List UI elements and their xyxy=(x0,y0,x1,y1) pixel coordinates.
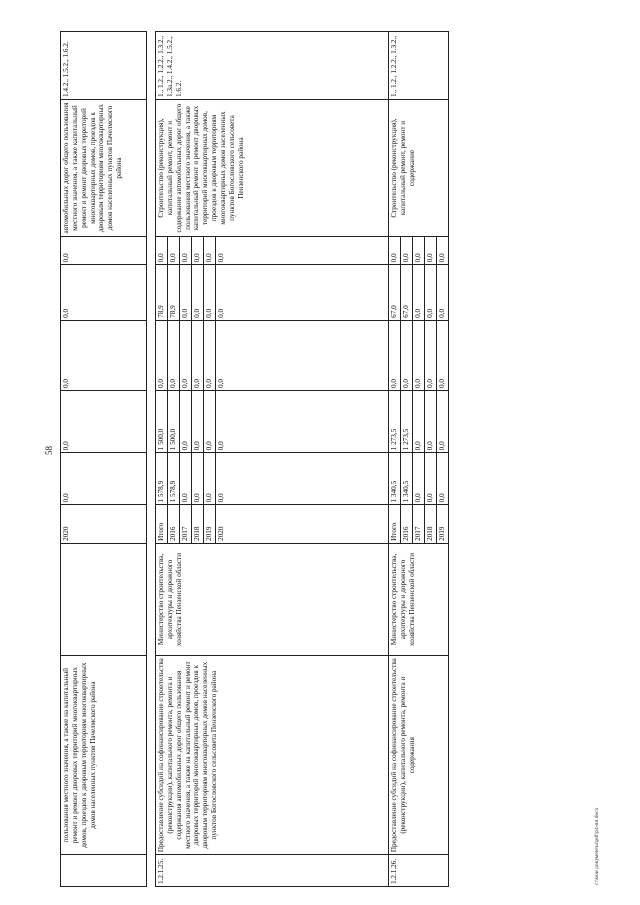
table-row: пользования местного значения, а также на капитальный ремонт и ремонт дворовых территорий многоквартирных домов, проездов к дворовым территориям многоквартирных домов населенных пунктов Пачелмского района 2020 0,0 0,0 0,0 0,0 0,0 автомобильных дорог общего пользования местного значения, а также капитальный ремонт и ремонт дворовых территорий многоквартирных домов, проездов к дворовым территориям многоквартирных домов населенных пунктов Пачелмского района 1.4.2., 1.5.2., 1.6.2. xyxy=(61,32,147,887)
file-path-footer: c:\мои документы\pdf\p4-нп.docx xyxy=(594,807,600,885)
budget-table xyxy=(60,31,449,887)
table-row: 2018 0,0 0,0 0,0 0,0 0,0 xyxy=(192,32,204,887)
table-row: 2018 0,0 0,0 0,0 0,0 0,0 xyxy=(425,32,437,887)
table-row: 1.2.1.26. Предоставление субсидий на софинансирование строительства (реконструкции), капитального ремонта, ремонта и содержания Министерство строительства, архитектуры и дорожного хозяйства Пензенской области Итого 1 340,5 1 273,5 0,0 67,0 0,0 Строительство (реконструкция), капитальный ремонт, ремонт и содержание 1., 1.2., 1.2.2., 1.3.2., xyxy=(389,32,401,887)
table-row: 2020 0,0 0,0 0,0 0,0 0,0 xyxy=(216,32,389,887)
table-row: 2019 0,0 0,0 0,0 0,0 0,0 xyxy=(204,32,216,887)
executor-cell: Министерство строительства, архитектуры и дорожного хозяйства Пензенской области xyxy=(156,543,389,655)
table-row: 2016 1 578,9 1 500,0 0,0 78,9 0,0 xyxy=(168,32,180,887)
page-number: 58 xyxy=(44,446,54,455)
executor-cell: Министерство строительства, архитектуры и дорожного хозяйства Пензенской области xyxy=(389,543,449,655)
table-row: 2017 0,0 0,0 0,0 0,0 0,0 xyxy=(413,32,425,887)
table-row: 1.2.1.25. Предоставление субсидий на софинансирование строительства (реконструкции), капитального ремонта, ремонта и содержания автомобильных дорог общего пользования местного значения, а также на капитальный ремонт и ремонт дворовых территорий многоквартирных домов, проездов к дворовым территориям многоквартирных домов населенных пунктов Богословского сельсовета Пензенского района Министерство строительства, архитектуры и дорожного хозяйства Пензенской области Итого 1 578,9 1 500,0 0,0 78,9 0,0 Строительство (реконструкция), капитальный ремонт, ремонт и содержание автомобильных дорог общего пользования местного значения, а также капитальный ремонт и ремонт дворовых территорий многоквартирных домов, проездов к дворовым территориям многоквартирных домов населенных пунктов Богословского сельсовета Пензенского района 1., 1.2., 1.2.2., 1.3.2., 1.3a.2., 1.4.2., 1.5.2., 1.6.2. xyxy=(156,32,168,887)
indicators-cell: 1.4.2., 1.5.2., 1.6.2. xyxy=(61,32,147,100)
table-row: 2019 0,0 0,0 0,0 0,0 0,0 xyxy=(437,32,449,887)
activity-cell: пользования местного значения, а также на капитальный ремонт и ремонт дворовых территорий многоквартирных домов, проездов к дворовым территориям многоквартирных домов населенных пунктов Пачелмского района xyxy=(61,656,147,855)
indicators-cell: 1., 1.2., 1.2.2., 1.3.2., xyxy=(389,32,449,100)
result-cell: Строительство (реконструкция), капитальный ремонт, ремонт и содержание xyxy=(389,100,449,237)
activity-cell: Предоставление субсидий на софинансирование строительства (реконструкции), капитального ремонта, ремонта и содержания автомобильных дорог общего пользования местного значения, а также на капитальный ремонт и ремонт дворовых территорий многоквартирных домов, проездов к дворовым территориям многоквартирных домов населенных пунктов Богословского сельсовета Пензенского района xyxy=(156,656,389,855)
table-row: 2017 0,0 0,0 0,0 0,0 0,0 xyxy=(180,32,192,887)
row-number: 1.2.1.25. xyxy=(156,855,389,887)
result-cell: Строительство (реконструкция), капитальный ремонт, ремонт и содержание автомобильных дорог общего пользования местного значения, а также капитальный ремонт и ремонт дворовых территорий многоквартирных домов, проездов к дворовым территориям многоквартирных домов населенных пунктов Богословского сельсовета Пензенского района xyxy=(156,100,389,237)
row-number: 1.2.1.26. xyxy=(389,855,449,887)
table-row: 2016 1 340,5 1 273,5 0,0 67,0 0,0 xyxy=(401,32,413,887)
result-cell: автомобильных дорог общего пользования местного значения, а также капитальный ремонт и ремонт дворовых территорий многоквартирных домов, проездов к дворовым территориям многоквартирных домов населенных пунктов Пачелмского района xyxy=(61,100,147,237)
activity-cell: Предоставление субсидий на софинансирование строительства (реконструкции), капитального ремонта, ремонта и содержания xyxy=(389,656,449,855)
indicators-cell: 1., 1.2., 1.2.2., 1.3.2., 1.3a.2., 1.4.2., 1.5.2., 1.6.2. xyxy=(156,32,389,100)
